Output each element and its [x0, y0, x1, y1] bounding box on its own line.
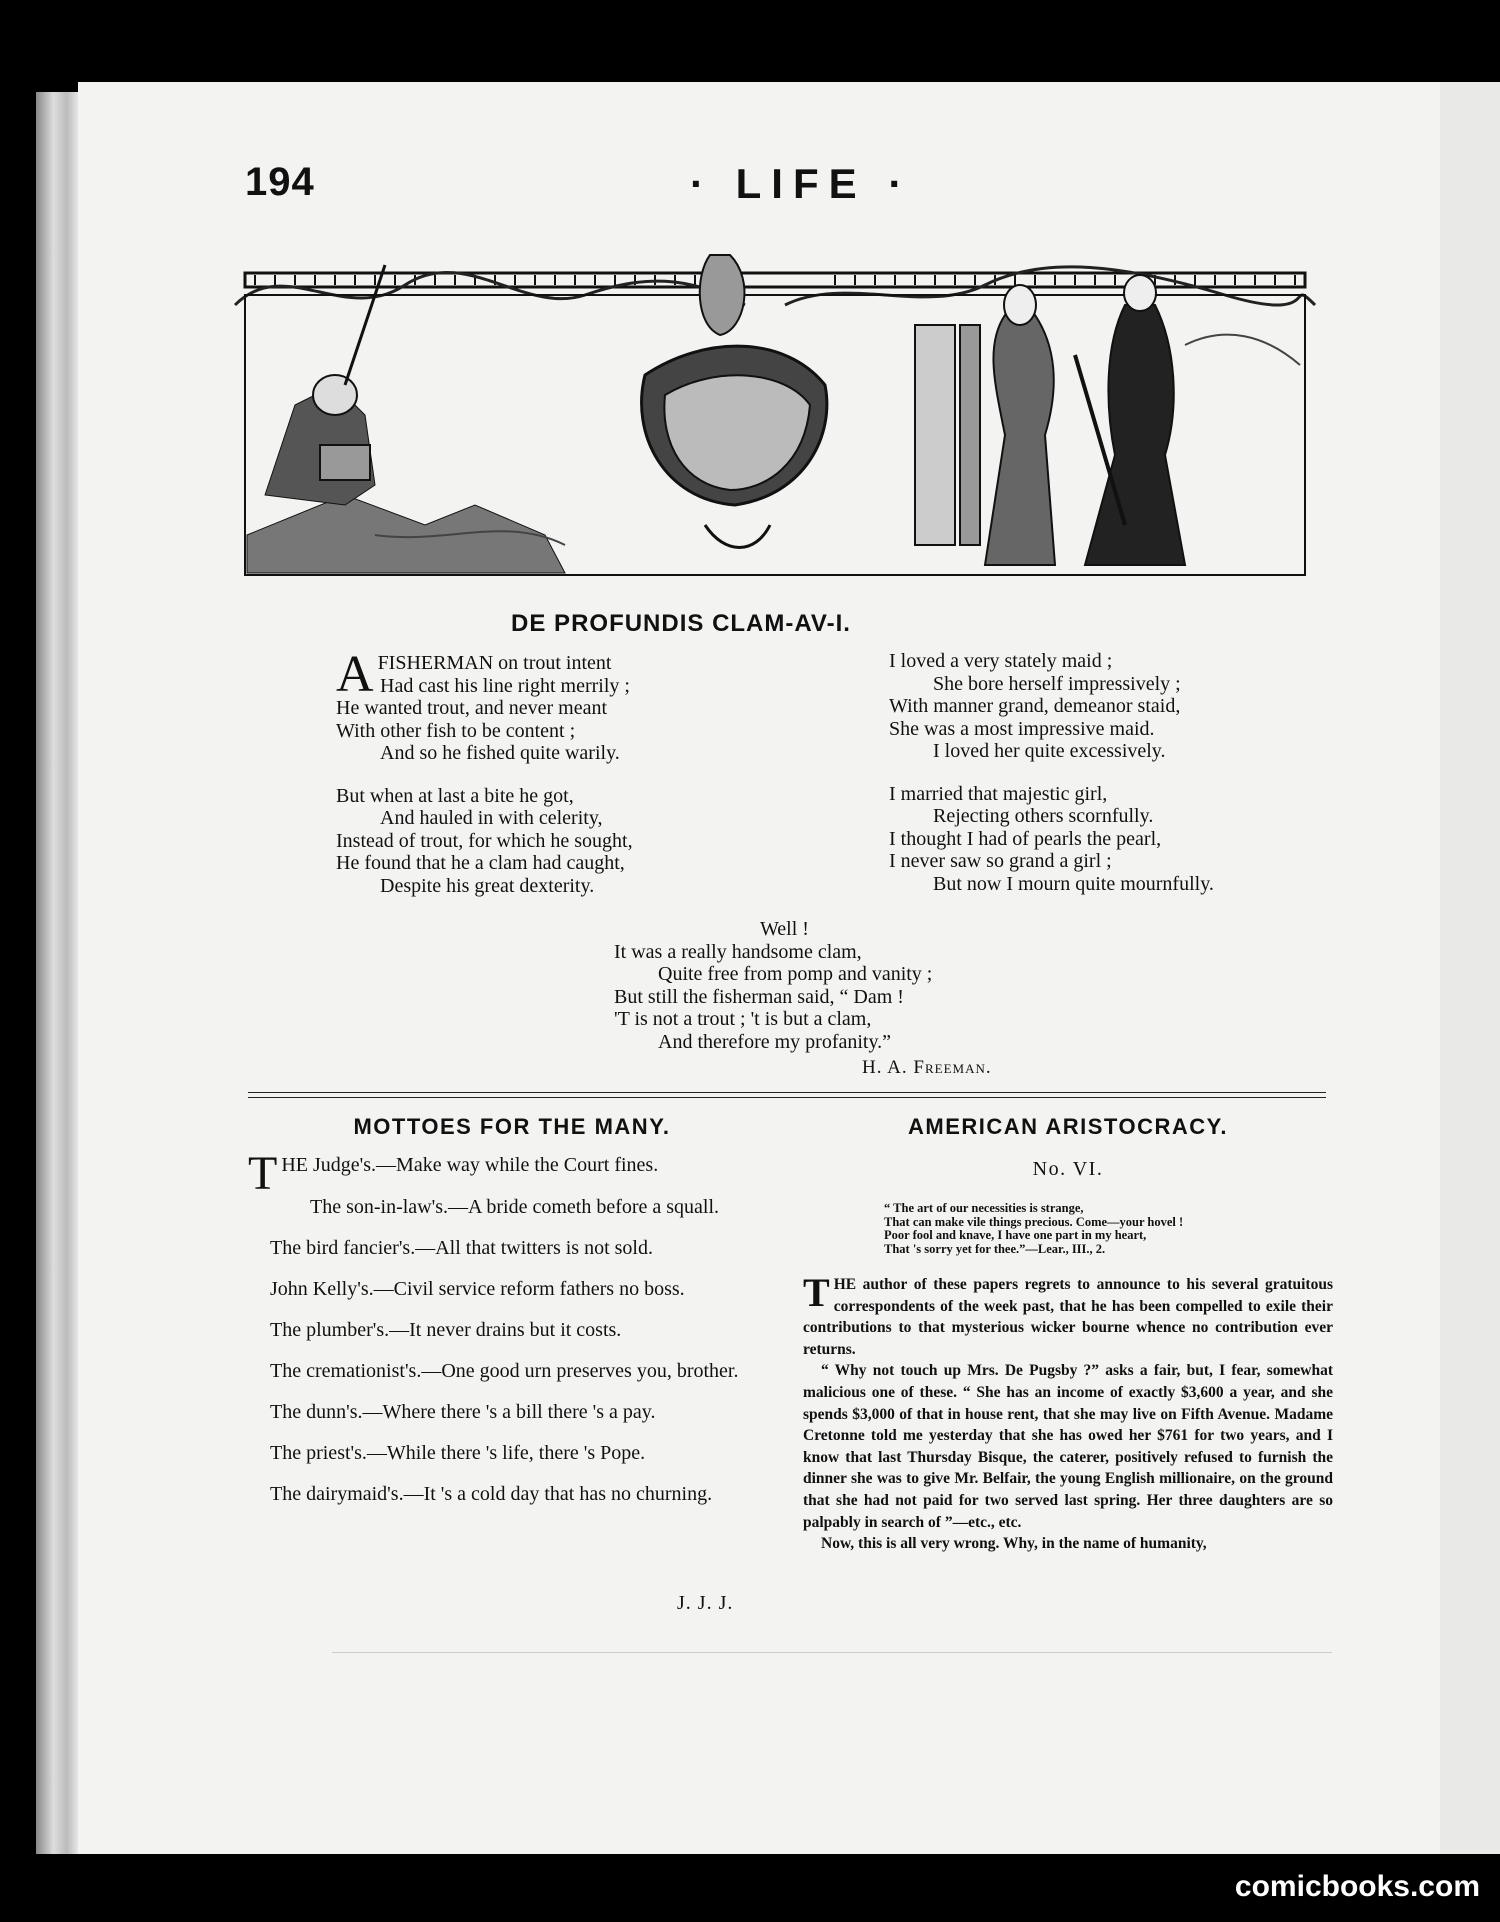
facing-page-edge [1440, 82, 1500, 1854]
header-illustration [225, 235, 1323, 585]
verse-line: Despite his great dexterity. [380, 874, 595, 897]
verse-line: Well ! [760, 918, 809, 940]
verse-line: I thought I had of pearls the pearl, [889, 827, 1162, 850]
motto-item: The plumber's.—It never drains but it costs. [270, 1319, 622, 1341]
poem-closing [614, 918, 932, 1053]
page-edge [36, 92, 80, 1854]
motto-item: The dairymaid's.—It 's a cold day that has no churning. [270, 1483, 713, 1505]
verse-line: She bore herself impressively ; [933, 672, 1181, 695]
mottoes-dropcap: T [248, 1147, 278, 1200]
poem-dropcap: A [336, 646, 374, 703]
verse-line: And so he fished quite warily. [380, 742, 620, 764]
essay-paragraph: HE author of these papers regrets to announce to his several gratuitous correspondents of the week past, that he has been compelled to exile their contributions to that mysterious wicker bourne whence no contribution ever returns. [803, 1276, 1333, 1358]
motto-item: The dunn's.—Where there 's a bill there 's a pay. [270, 1401, 656, 1423]
mottoes-column [248, 1147, 776, 1522]
motto-item: John Kelly's.—Civil service reform fathers no boss. [270, 1278, 685, 1300]
verse-line: Quite free from pomp and vanity ; [658, 963, 933, 985]
epigraph-line: That 's sorry yet for thee.”—Lear., III., 2. [884, 1241, 1106, 1256]
motto-item: The cremationist's.—One good urn preserves you, brother. [270, 1360, 739, 1382]
motto-item: The bird fancier's.—All that twitters is not sold. [270, 1237, 653, 1259]
poem-title: DE PROFUNDIS CLAM-AV-I. [511, 610, 851, 637]
essay-paragraph: Now, this is all very wrong. Why, in the name of humanity, [821, 1535, 1207, 1553]
verse-line: But still the fisherman said, “ Dam ! [614, 985, 904, 1008]
verse-line: Instead of trout, for which he sought, [336, 829, 633, 852]
mottoes-signature: J. J. J. [677, 1592, 734, 1614]
poem-left-column [336, 646, 633, 897]
epigraph-line: That can make vile things precious. Come—your hovel ! [884, 1214, 1184, 1229]
epigraph [884, 1202, 1183, 1256]
poem-signature: H. A. Freeman. [862, 1057, 992, 1078]
verse-line: With other fish to be content ; [336, 719, 576, 742]
poem-right-column [889, 650, 1214, 895]
verse-line: It was a really handsome clam, [614, 940, 862, 963]
section-rule [248, 1092, 1326, 1093]
epigraph-line: “ The art of our necessities is strange, [884, 1201, 1084, 1215]
verse-line: But when at last a bite he got, [336, 784, 574, 807]
verse-line: She was a most impressive maid. [889, 717, 1155, 740]
aristocracy-essay [803, 1270, 1333, 1555]
verse-line: But now I mourn quite mournfully. [933, 872, 1214, 895]
verse-line: I married that majestic girl, [889, 782, 1108, 805]
masthead: · LIFE · [690, 160, 913, 207]
essay-paragraph: “ Why not touch up Mrs. De Pugsby ?” asks a fair, but, I fear, somewhat malicious one of these. “ She has an income of exactly $3,600 a year, and she spends $3,000 of that in house rent, that she may live on Fifth Avenue. Madame Cretonne told me yesterday that she has owed her $761 for two years, and I know that last Thursday Bisque, the caterer, positively refused to furnish the dinner she was to give Mr. Belfair, the young English millionaire, on the ground that she had not paid for two served last spring. Her three daughters are so palpably in search of ”—etc., etc. [803, 1362, 1333, 1531]
verse-line: FISHERMAN on trout intent [377, 652, 612, 674]
page-number: 194 [245, 160, 315, 204]
mottoes-title: MOTTOES FOR THE MANY. [353, 1114, 671, 1139]
watermark: comicbooks.com [1234, 1870, 1480, 1903]
motto-item: The priest's.—While there 's life, there 's Pope. [270, 1442, 646, 1464]
verse-line: I loved a very stately maid ; [889, 650, 1113, 672]
verse-line: And hauled in with celerity, [380, 807, 603, 829]
bleed-through-rule [332, 1652, 1332, 1653]
verse-line: He wanted trout, and never meant [336, 697, 608, 719]
verse-line: Had cast his line right merrily ; [380, 674, 630, 697]
verse-line: He found that he a clam had caught, [336, 852, 625, 874]
aristocracy-number: No. VI. [1032, 1158, 1104, 1180]
epigraph-line: Poor fool and knave, I have one part in my heart, [884, 1228, 1147, 1242]
verse-line: And therefore my profanity.” [658, 1030, 892, 1053]
aristocracy-title: AMERICAN ARISTOCRACY. [908, 1114, 1228, 1139]
verse-line: I loved her quite excessively. [933, 740, 1166, 762]
verse-line: Rejecting others scornfully. [933, 805, 1154, 827]
section-rule [248, 1097, 1326, 1098]
verse-line: I never saw so grand a girl ; [889, 850, 1112, 872]
essay-dropcap: T [803, 1270, 830, 1315]
motto-item: The son-in-law's.—A bride cometh before a squall. [310, 1196, 720, 1218]
verse-line: 'T is not a trout ; 't is but a clam, [614, 1008, 872, 1030]
verse-line: With manner grand, demeanor staid, [889, 695, 1181, 717]
motto-item: HE Judge's.—Make way while the Court fines. [281, 1154, 659, 1176]
